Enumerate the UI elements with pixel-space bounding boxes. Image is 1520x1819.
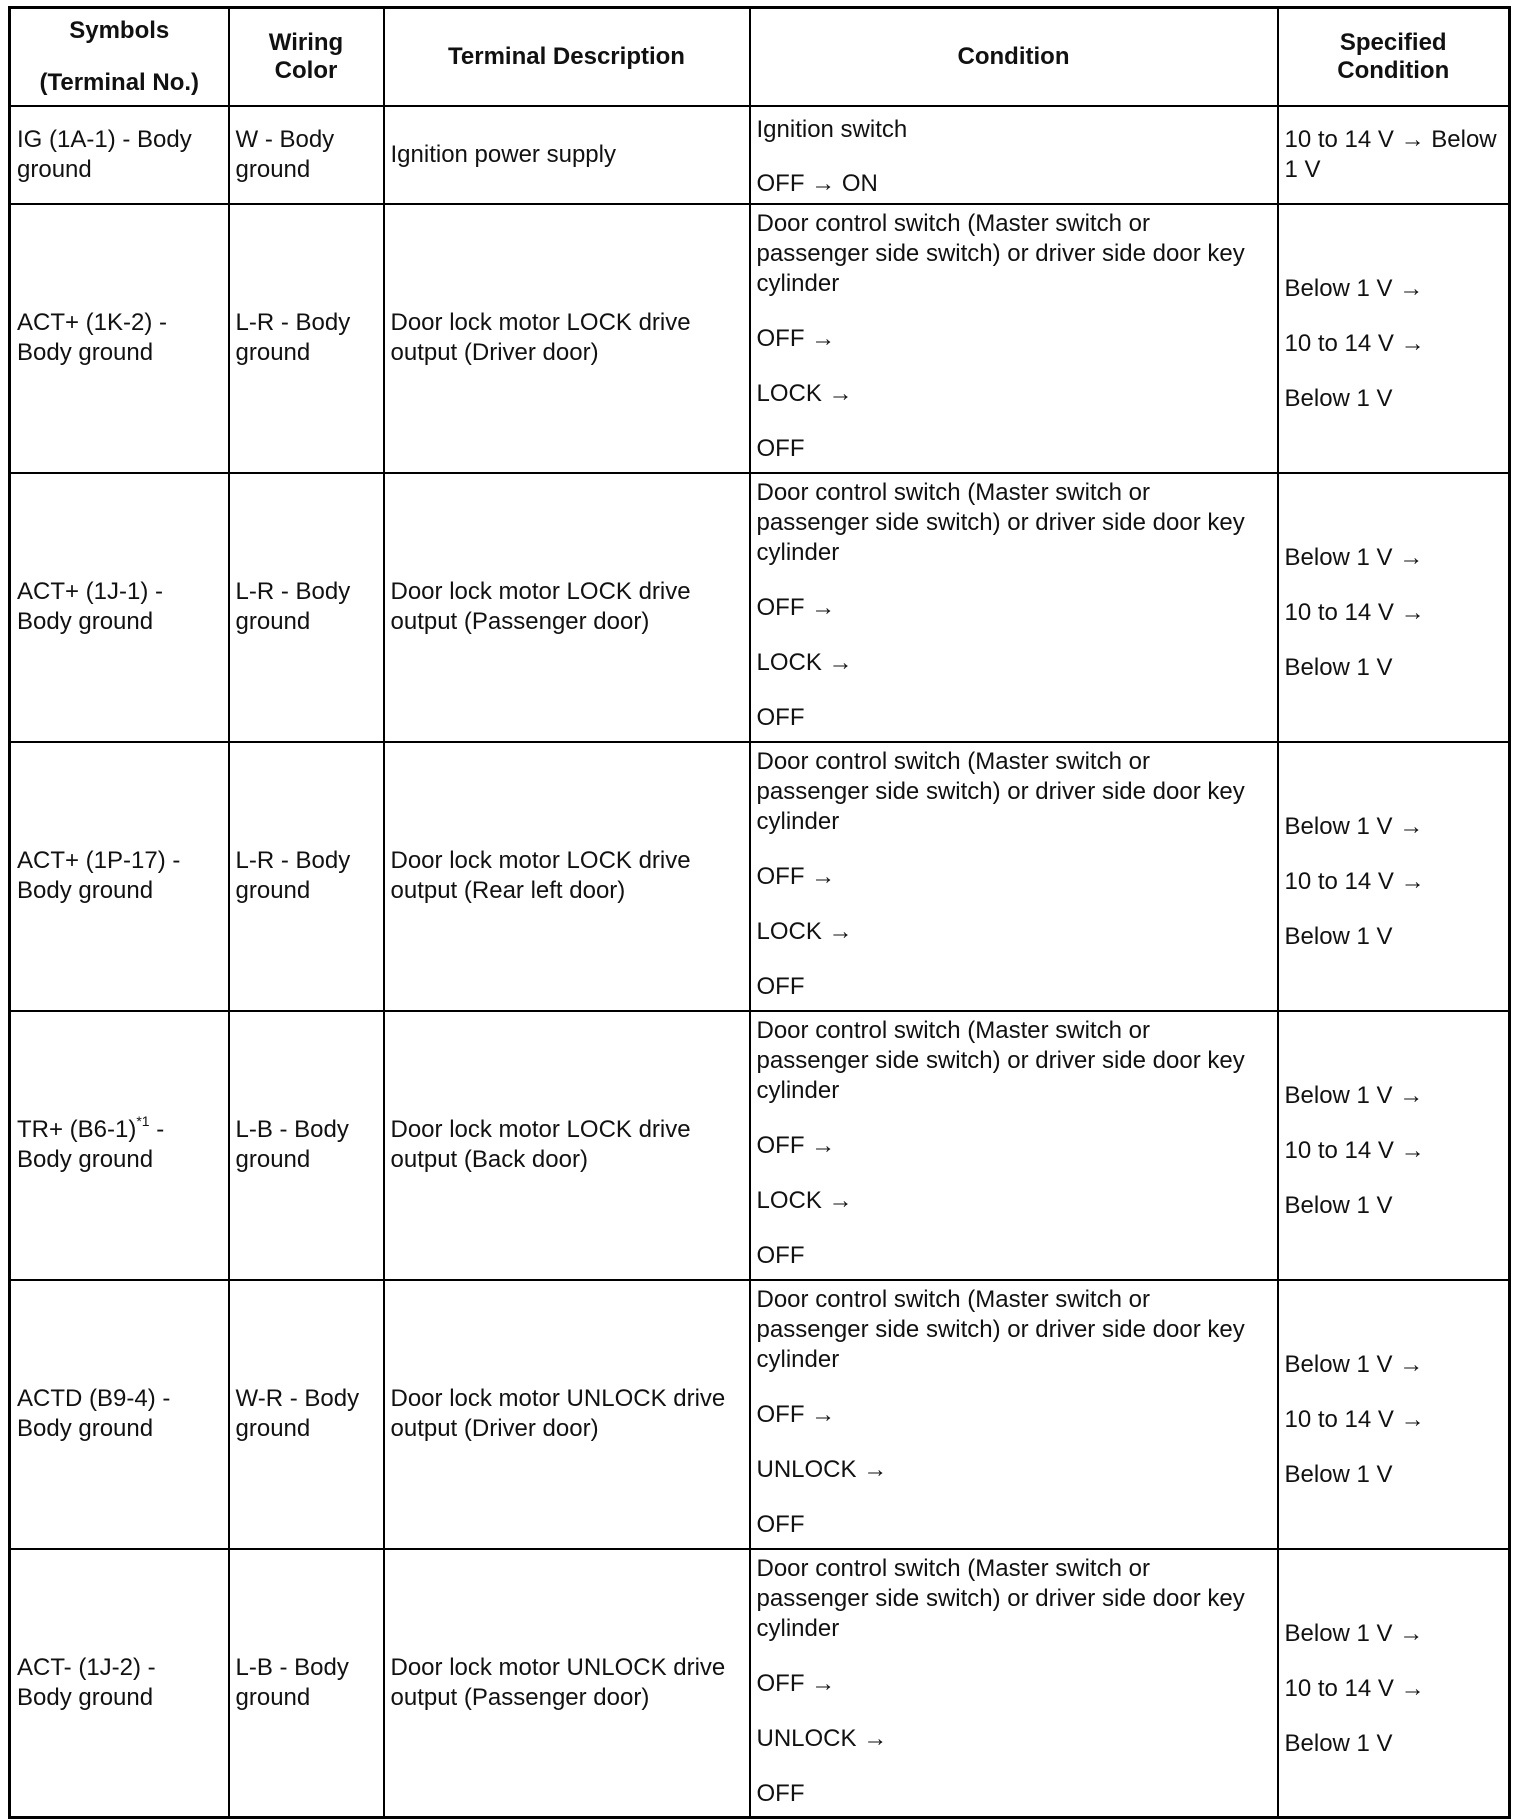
condition-cell: Door control switch (Master switch or passenger side switch) or driver side door key cylinder OFF → LOCK → OFF	[750, 473, 1278, 742]
specified-cell: 10 to 14 V → Below 1 V	[1278, 106, 1510, 204]
specified-cell: Below 1 V → 10 to 14 V → Below 1 V	[1278, 473, 1510, 742]
specified-cell: Below 1 V → 10 to 14 V → Below 1 V	[1278, 1011, 1510, 1280]
description-cell: Door lock motor LOCK drive output (Passenger door)	[384, 473, 750, 742]
description-cell: Door lock motor UNLOCK drive output (Passenger door)	[384, 1549, 750, 1818]
condition-cell: Door control switch (Master switch or passenger side switch) or driver side door key cylinder OFF → LOCK → OFF	[750, 742, 1278, 1011]
description-cell: Door lock motor UNLOCK drive output (Driver door)	[384, 1280, 750, 1549]
specified-cell: Below 1 V → 10 to 14 V → Below 1 V	[1278, 742, 1510, 1011]
description-cell: Ignition power supply	[384, 106, 750, 204]
symbol-cell: ACT+ (1J-1) - Body ground	[10, 473, 229, 742]
symbol-cell: ACT+ (1P-17) - Body ground	[10, 742, 229, 1011]
description-cell: Door lock motor LOCK drive output (Back door)	[384, 1011, 750, 1280]
wiring-cell: L-R - Body ground	[229, 742, 384, 1011]
condition-cell: Door control switch (Master switch or passenger side switch) or driver side door key cylinder OFF → LOCK → OFF	[750, 204, 1278, 473]
condition-cell: Door control switch (Master switch or passenger side switch) or driver side door key cylinder OFF → UNLOCK → OFF	[750, 1280, 1278, 1549]
condition-cell: Door control switch (Master switch or passenger side switch) or driver side door key cylinder OFF → LOCK → OFF	[750, 1011, 1278, 1280]
condition-cell: Door control switch (Master switch or passenger side switch) or driver side door key cylinder OFF → UNLOCK → OFF	[750, 1549, 1278, 1818]
specified-cell: Below 1 V → 10 to 14 V → Below 1 V	[1278, 1280, 1510, 1549]
wiring-cell: W - Body ground	[229, 106, 384, 204]
table-row-ig	[10, 106, 1510, 204]
wiring-cell: L-R - Body ground	[229, 473, 384, 742]
table-row	[10, 742, 1510, 1011]
header-specified-condition: Specified Condition	[1278, 8, 1510, 106]
footnote-marker: *1	[136, 1113, 150, 1129]
wiring-cell: L-B - Body ground	[229, 1549, 384, 1818]
header-condition: Condition	[750, 8, 1278, 106]
symbol-cell: ACT+ (1K-2) - Body ground	[10, 204, 229, 473]
specified-cell: Below 1 V → 10 to 14 V → Below 1 V	[1278, 1549, 1510, 1818]
header-terminal-description: Terminal Description	[384, 8, 750, 106]
wiring-cell: W-R - Body ground	[229, 1280, 384, 1549]
terminal-table	[8, 6, 1511, 1819]
header-symbols: Symbols (Terminal No.)	[10, 8, 229, 106]
header-wiring-color: Wiring Color	[229, 8, 384, 106]
wiring-cell: L-B - Body ground	[229, 1011, 384, 1280]
table-row	[10, 1549, 1510, 1818]
symbol-cell: $TR+ (B6-1)^{*1}$ - Body ground	[10, 1011, 229, 1280]
table-row	[10, 204, 1510, 473]
table-row	[10, 1011, 1510, 1280]
header-row	[10, 8, 1510, 106]
symbol-cell: ACTD (B9-4) - Body ground	[10, 1280, 229, 1549]
table-row	[10, 473, 1510, 742]
condition-cell: Ignition switch OFF → ON	[750, 106, 1278, 204]
specified-cell: Below 1 V → 10 to 14 V → Below 1 V	[1278, 204, 1510, 473]
table-row	[10, 1280, 1510, 1549]
wiring-cell: L-R - Body ground	[229, 204, 384, 473]
description-cell: Door lock motor LOCK drive output (Driver door)	[384, 204, 750, 473]
symbol-cell: ACT- (1J-2) - Body ground	[10, 1549, 229, 1818]
symbol-cell: IG (1A-1) - Body ground	[10, 106, 229, 204]
description-cell: Door lock motor LOCK drive output (Rear left door)	[384, 742, 750, 1011]
